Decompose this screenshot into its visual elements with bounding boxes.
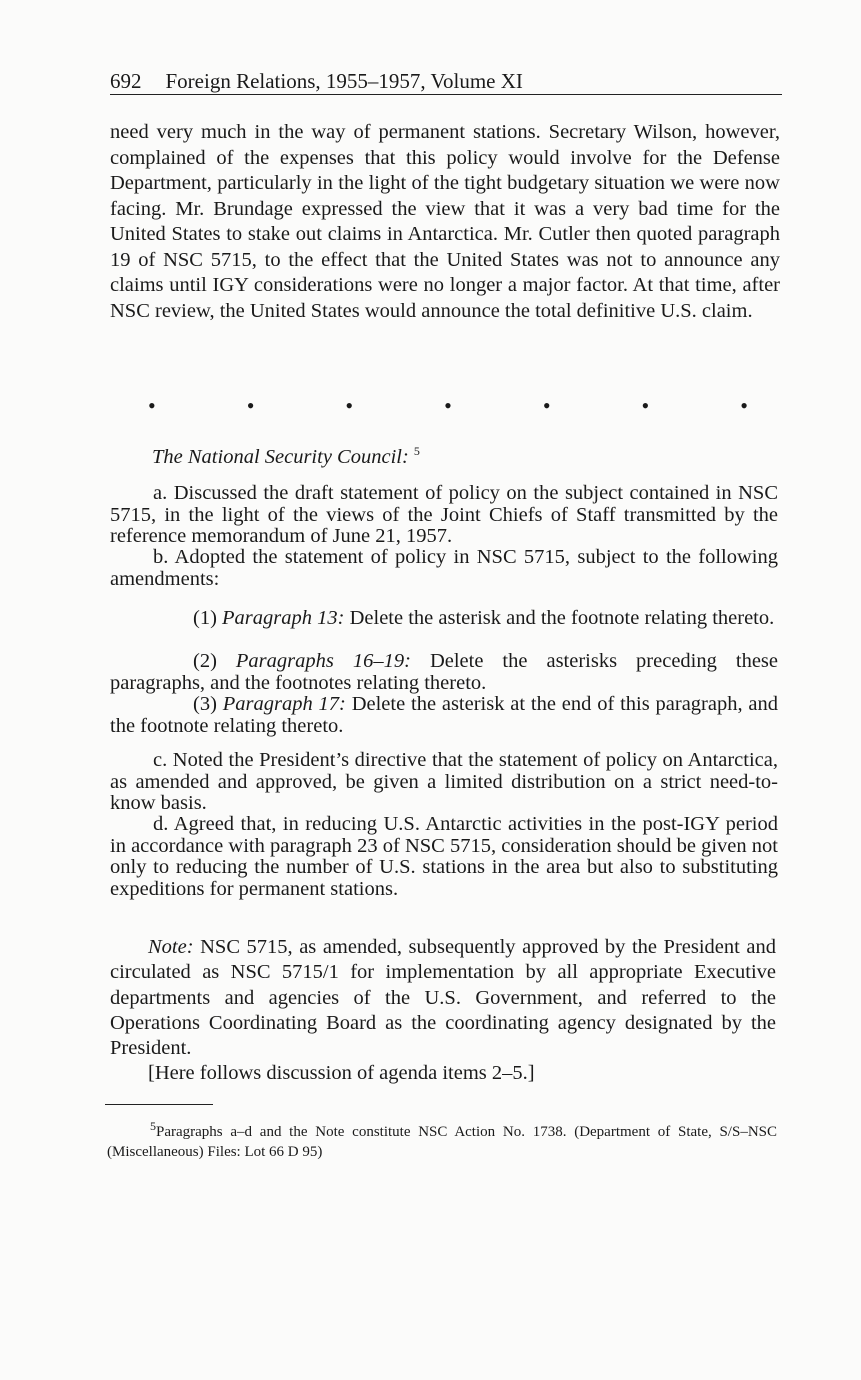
amendment-number: (1) [193,607,217,629]
nsc-heading-text: The National Security Council: [152,445,409,468]
ellipsis-dot: • [246,393,255,418]
continued-paragraph: need very much in the way of permanent stations. Secretary Wilson, however, complained of the expenses that this policy would involve for the Defense Department, particularly in the light of the tight budgetary situation we were now facing. Mr. Brundage expressed the view that it was a very bad time for the United States to stake out claims in Antarctica. Mr. Cutler then quoted paragraph 19 of NSC 5715, to the effect that the United States was not to announce any claims until IGY considerations were no longer a major factor. At that time, after NSC review, the United States would announce the total definitive U.S. claim. [110,121,780,322]
footnote-divider [105,1104,213,1105]
footnote-ref: 5 [413,444,420,458]
ellipsis-dot: • [641,393,650,418]
note-label: Note: [148,936,194,958]
note-paragraph [110,935,776,1061]
ellipsis-dot: • [345,393,354,418]
amendment-2 [110,651,778,694]
nsc-heading [152,444,420,469]
note-text: NSC 5715, as amended, subsequently approved by the President and circulated as NSC 5715/1 for implementation by all appropriate Executive departments and agencies of the U.S. Government, and referred to the Operations Coordinating Board as the coordinating agency designated by the President. [110,936,776,1060]
amendment-label: Paragraph 17: [222,693,346,715]
footnote-text: Paragraphs a–d and the Note constitute NSC Action No. 1738. (Department of State, S/S–NSC (Miscellaneous) Files: Lot 66 D 95) [107,1124,777,1160]
ellipsis-dot: • [444,393,452,418]
amendment-text: Delete the asterisk at the end of this paragraph, and the footnote relating thereto. [110,693,779,737]
amendment-text: Delete the asterisks preceding these paragraphs, and the footnotes relating thereto. [110,650,778,694]
action-d: d. Agreed that, in reducing U.S. Antarctic activities in the post-IGY period in accordance with paragraph 23 of NSC 5715, consideration should be given not only to reducing the number of U.S. stations in the area but also to substituting expeditions for permanent stations. [110,813,778,900]
amendment-label: Paragraphs 16–19: [235,650,411,672]
ellipsis-dot: • [740,393,748,418]
editorial-note: [Here follows discussion of agenda items 2–5.] [148,1062,535,1084]
amendment-text: Delete the asterisk and the footnote relating thereto. [349,607,775,629]
action-b: b. Adopted the statement of policy in NSC 5715, subject to the following amendments: [110,546,778,590]
ellipsis-dot: • [542,393,551,418]
amendment-1 [110,608,778,630]
page-number: 692 [110,69,142,93]
amendment-number: (3) [193,693,217,715]
amendment-number: (2) [193,650,217,672]
ellipsis-dot: • [148,393,156,418]
amendment-3 [110,694,778,737]
ellipsis-dots [148,393,748,419]
amendment-label: Paragraph 13: [222,607,345,629]
running-header [110,68,782,95]
footnote [107,1116,777,1162]
action-a: a. Discussed the draft statement of policy on the subject contained in NSC 5715, in the light of the views of the Joint Chiefs of Staff transmitted by the reference memorandum of June 21, 1957. [110,482,778,547]
footnote-number: 5 [150,1119,156,1133]
running-title: Foreign Relations, 1955–1957, Volume XI [165,69,523,93]
action-c: c. Noted the President’s directive that the statement of policy on Antarctica, as amended and approved, be given a limited distribution on a strict need-to-know basis. [110,749,778,814]
